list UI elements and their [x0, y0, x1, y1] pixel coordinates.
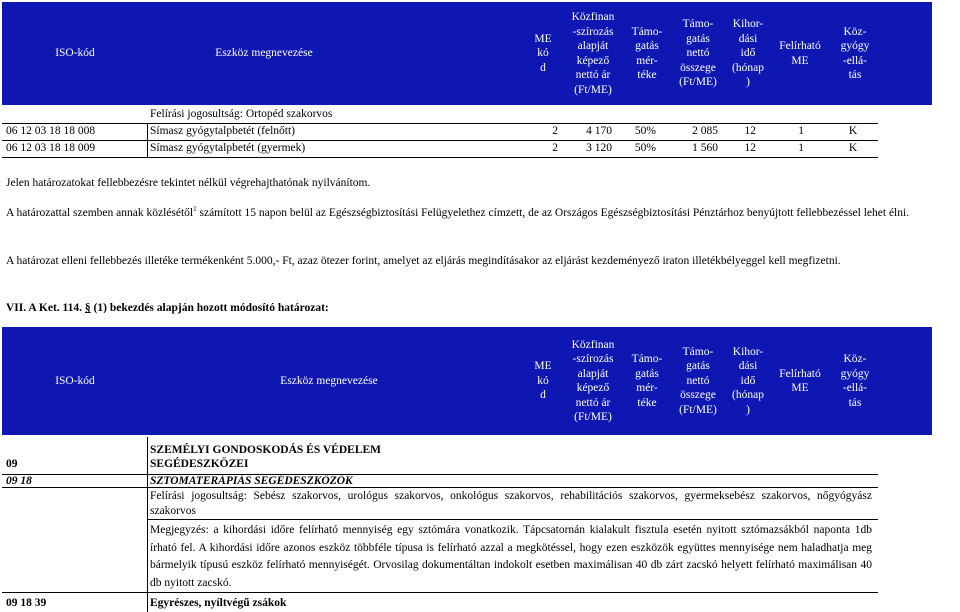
- header-amount: Támo- gatás nettó összege (Ft/ME): [679, 18, 717, 89]
- table2-header: [2, 327, 932, 435]
- header-me: ME kó d: [534, 360, 552, 402]
- header-care: Köz- gyógy -ellá- tás: [840, 25, 870, 81]
- divider: [2, 592, 878, 593]
- row-name: Símasz gyógytalpbetét (felnőtt): [150, 125, 295, 137]
- group-title: SZEMÉLYI GONDOSKODÁS ÉS VÉDELEM SEGÉDESZKÖZEI: [150, 444, 382, 470]
- row-period: 12: [744, 142, 756, 154]
- row-me: 2: [552, 125, 558, 137]
- divider: [2, 474, 878, 475]
- row-period: 12: [744, 125, 756, 137]
- row-rate: 50%: [634, 142, 656, 154]
- header-name: Eszköz megnevezése: [215, 47, 313, 60]
- item-title: Egyrészes, nyíltvégű zsákok: [150, 597, 287, 609]
- header-iso: ISO-kód: [55, 374, 95, 387]
- row-price: 3 120: [586, 142, 612, 154]
- group-code: 09: [6, 458, 18, 470]
- divider: [147, 519, 878, 520]
- header-amount: Támo- gatás nettó összege (Ft/ME): [679, 345, 717, 416]
- appeal-text-start: A határozattal szemben annak közlésétől: [6, 207, 194, 219]
- row-price: 4 170: [586, 125, 612, 137]
- heading-text-start: VII. A Ket. 114.: [6, 302, 85, 314]
- table-row: [0, 141, 960, 157]
- heading-text-end: (1) bekezdés alapján hozott módosító határozat:: [90, 302, 329, 314]
- row-name: Símasz gyógytalpbetét (gyermek): [150, 142, 306, 154]
- remark: Megjegyzés: a kihordási időre felírható mennyiség egy sztómára vonatkozik. Tápcsatornán kialakult fisztula esetén nyitott sztómazsákból naponta 1db írható fel. A kihordási időre azonos eszköz többféle típusa is felírható azzal a megkötéssel, hogy ezen eszközök együttes mennyisége nem haladhatja meg bármelyik típusú eszköz felírható mennyiségét. Orvosilag dokumentáltan indokolt esetben maximálisan 40 db zárt zacskó helyett felírható maximálisan 40 db nyitott zacskó.: [150, 524, 872, 589]
- appeal-text-end: számított 15 napon belül az Egészségbiztosítási Felügyelethez címzett, de az Országos Egészségbiztosítási Pénztárhoz benyújtott fellebbezéssel lehet élni.: [196, 207, 910, 219]
- row-iso: 06 12 03 18 18 008: [6, 125, 96, 137]
- header-me: ME kó d: [534, 32, 552, 74]
- divider: [2, 487, 878, 488]
- header-price: Közfinan -szírozás alapját képező nettó ár (Ft/ME): [571, 338, 615, 423]
- heading-section-sign: §: [84, 302, 91, 314]
- section-heading: [6, 299, 958, 317]
- vertical-divider: [147, 437, 148, 612]
- header-iso: ISO-kód: [55, 47, 95, 60]
- row-amount: 2 085: [692, 125, 718, 137]
- header-period: Kihor- dási idő (hónap ): [732, 18, 764, 89]
- row-rate: 50%: [634, 125, 656, 137]
- table1-header: [2, 2, 932, 105]
- enforcement-paragraph: Jelen határozatokat fellebbezésre tekintet nélkül végrehajthatónak nyilvánítom.: [6, 177, 371, 189]
- header-name: Eszköz megnevezése: [280, 374, 378, 387]
- prescription-rights: Felírási jogosultság: Sebész szakorvos, urológus szakorvos, onkológus szakorvos, rehabilitációs szakorvos, gyermeksebész szakorvos, nőgyógyász szakorvos: [150, 490, 872, 517]
- row-me: 2: [552, 142, 558, 154]
- fee-paragraph: A határozat elleni fellebbezés illetéke termékenként 5.000,- Ft, azaz ötezer forint, amelyet az eljárás megindításakor az eljárást kezdeményező iraton illetékbélyeggel kell megfizetni.: [6, 255, 841, 267]
- header-rate: Támo- gatás mér- téke: [631, 353, 663, 409]
- row-amount: 1 560: [692, 142, 718, 154]
- header-period: Kihor- dási idő (hónap ): [732, 345, 764, 416]
- row-max: 1: [798, 142, 804, 154]
- row-care: K: [848, 125, 858, 137]
- section-rights: Felírási jogosultság: Ortopéd szakorvos: [150, 108, 333, 120]
- header-care: Köz- gyógy -ellá- tás: [840, 353, 870, 409]
- footnote-marker: 1: [193, 205, 197, 214]
- row-care: K: [848, 142, 858, 154]
- subgroup-code: 09 18: [6, 475, 32, 487]
- appeal-paragraph: [6, 204, 958, 222]
- row-iso: 06 12 03 18 18 009: [6, 142, 96, 154]
- table-row: [0, 124, 960, 140]
- row-max: 1: [798, 125, 804, 137]
- divider: [2, 157, 878, 158]
- header-max: Felírható ME: [779, 40, 821, 67]
- subgroup-title: SZTOMATERÁPIÁS SEGÉDESZKÖZÖK: [150, 475, 353, 487]
- item-code: 09 18 39: [6, 597, 47, 609]
- header-price: Közfinan -szírozás alapját képező nettó ár (Ft/ME): [571, 11, 615, 96]
- header-max: Felírható ME: [779, 367, 821, 394]
- header-rate: Támo- gatás mér- téke: [631, 25, 663, 81]
